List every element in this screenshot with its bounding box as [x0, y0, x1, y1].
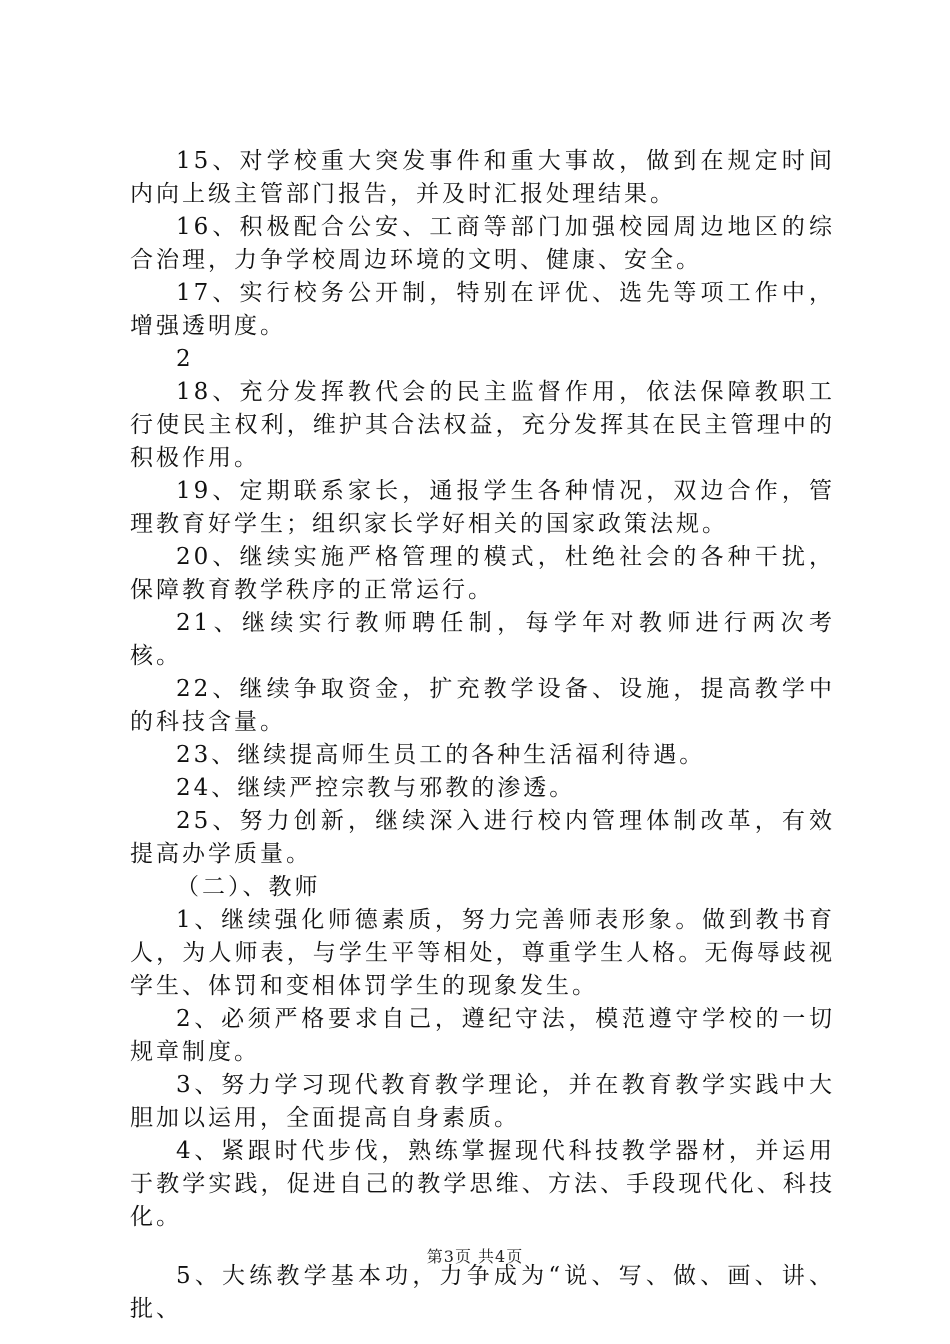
paragraph-item-19: 19、定期联系家长，通报学生各种情况，双边合作，管理教育好学生；组织家长学好相关的国家政策法规。	[130, 478, 835, 537]
paragraph-item-24: 24、继续严控宗教与邪教的渗透。	[176, 775, 576, 801]
paragraph-item-25: 25、努力创新，继续深入进行校内管理体制改革，有效提高办学质量。	[130, 808, 835, 867]
teacher-item-2: 2、必须严格要求自己，遵纪守法，模范遵守学校的一切规章制度。	[130, 1006, 835, 1065]
teacher-item-3: 3、努力学习现代教育教学理论，并在教育教学实践中大胆加以运用，全面提高自身素质。	[130, 1072, 835, 1131]
paragraph-item-20: 20、继续实施严格管理的模式，杜绝社会的各种干扰，保障教育教学秩序的正常运行。	[130, 544, 835, 603]
page-footer: 第3页 共4页	[426, 1247, 524, 1266]
teacher-item-4: 4、紧跟时代步伐，熟练掌握现代科技教学器材，并运用于教学实践，促进自己的教学思维、方法、手段现代化、科技化。	[130, 1138, 835, 1230]
paragraph-item-15: 15、对学校重大突发事件和重大事故，做到在规定时间内向上级主管部门报告，并及时汇报处理结果。	[130, 148, 835, 207]
paragraph-item-23: 23、继续提高师生员工的各种生活福利待遇。	[176, 742, 706, 768]
paragraph-item-17: 17、实行校务公开制，特别在评优、选先等项工作中，增强透明度。	[130, 280, 835, 339]
teacher-item-5: 5、大练教学基本功，力争成为“说、写、做、画、讲、批、	[130, 1263, 835, 1322]
teacher-item-1: 1、继续强化师德素质，努力完善师表形象。做到教书育人，为人师表，与学生平等相处，尊重学生人格。无侮辱歧视学生、体罚和变相体罚学生的现象发生。	[130, 907, 835, 999]
paragraph-item-16: 16、积极配合公安、工商等部门加强校园周边地区的综合治理，力争学校周边环境的文明、健康、安全。	[130, 214, 835, 273]
paragraph-item-21: 21、继续实行教师聘任制，每学年对教师进行两次考核。	[130, 610, 835, 669]
section-heading-teachers: （二）、教师	[176, 874, 321, 900]
page-number-marker: 2	[176, 346, 194, 372]
document-body	[130, 145, 835, 1326]
paragraph-item-22: 22、继续争取资金，扩充教学设备、设施，提高教学中的科技含量。	[130, 676, 835, 735]
paragraph-item-18: 18、充分发挥教代会的民主监督作用，依法保障教职工行使民主权利，维护其合法权益，充分发挥其在民主管理中的积极作用。	[130, 379, 835, 471]
